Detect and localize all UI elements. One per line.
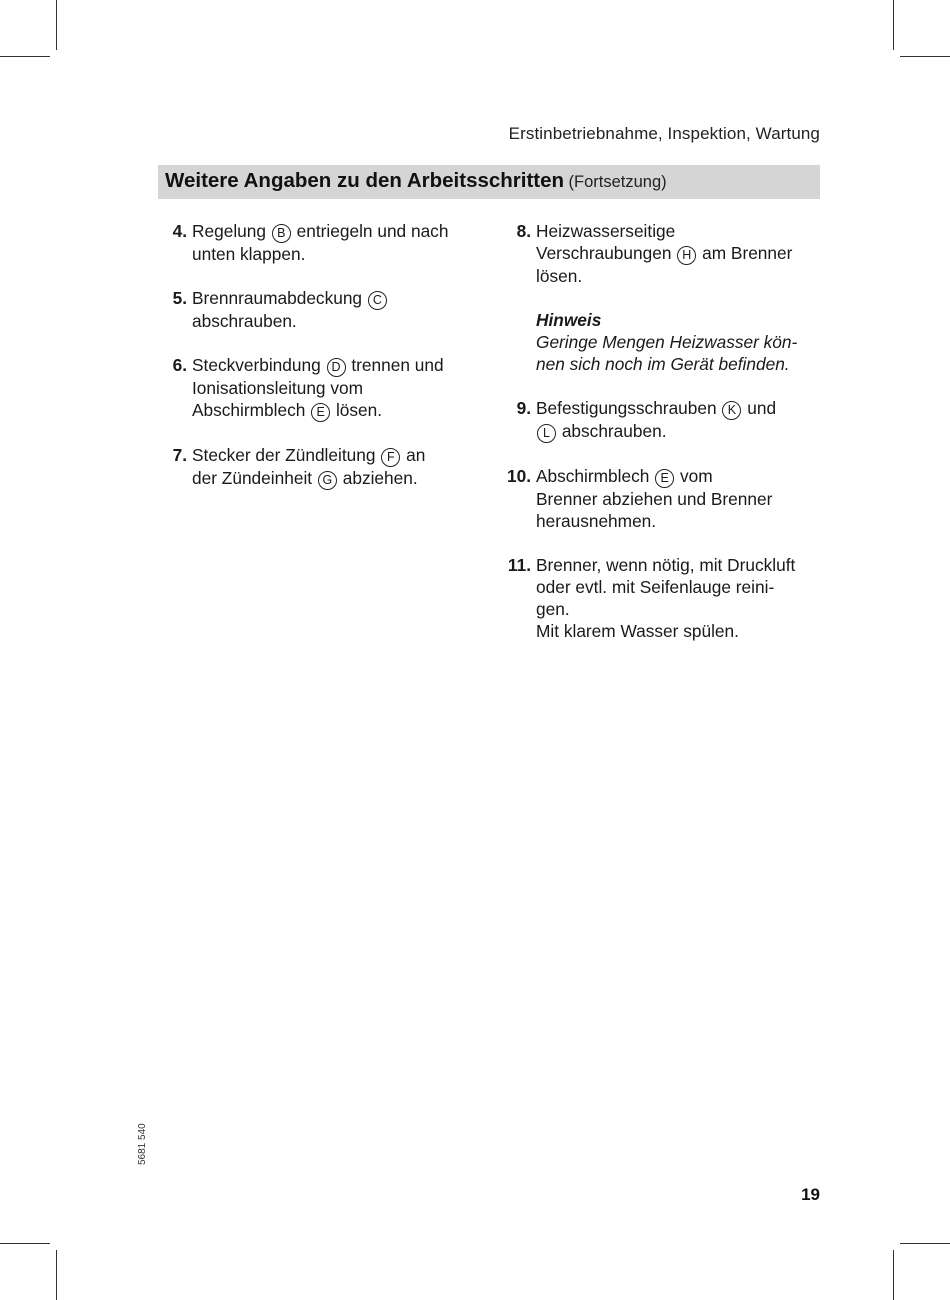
step-9	[500, 397, 830, 443]
step-text: Verschraubungen	[536, 243, 672, 263]
step-text: lösen.	[536, 266, 583, 286]
step-number: 7.	[172, 445, 187, 465]
step-5	[162, 287, 482, 332]
running-head: Erstinbetriebnahme, Inspektion, Wartung	[508, 124, 820, 143]
step-number: 4.	[172, 221, 187, 241]
step-text: und	[747, 398, 777, 418]
crop-mark	[56, 1250, 57, 1300]
callout-marker: D	[327, 358, 346, 377]
step-11	[500, 554, 830, 642]
step-4	[162, 220, 482, 265]
step-text: Brennraumabdeckung	[192, 288, 363, 308]
page-number: 19	[801, 1185, 820, 1204]
step-number: 11.	[507, 555, 531, 575]
callout-marker: H	[677, 246, 696, 265]
note-text: nen sich noch im Gerät befinden.	[536, 354, 790, 374]
step-text: Abschirmblech	[192, 400, 306, 420]
step-text: lösen.	[335, 400, 383, 420]
section-title-bar	[158, 165, 820, 199]
left-column	[162, 220, 482, 512]
step-text: Abschirmblech	[536, 466, 650, 486]
step-text: Brenner, wenn nötig, mit Druckluft	[536, 555, 796, 575]
right-column	[500, 220, 830, 664]
callout-marker: C	[368, 291, 387, 310]
callout-marker: E	[655, 469, 674, 488]
step-number: 5.	[172, 288, 187, 308]
crop-mark	[900, 1243, 950, 1244]
step-text: Stecker der Zündleitung	[192, 445, 376, 465]
step-text: entriegeln und nach	[296, 221, 449, 241]
crop-mark	[893, 0, 894, 50]
step-text: abziehen.	[342, 468, 418, 488]
step-text: vom	[679, 466, 713, 486]
callout-marker: E	[311, 403, 330, 422]
callout-marker: L	[537, 424, 556, 443]
step-number: 8.	[516, 221, 531, 241]
step-text: Befestigungsschrauben	[536, 398, 717, 418]
step-text: Steckverbindung	[192, 355, 321, 375]
step-text: herausnehmen.	[536, 511, 657, 531]
step-6	[162, 354, 482, 422]
note-title: Hinweis	[536, 310, 602, 330]
document-code: 5681 540	[137, 1123, 148, 1165]
step-number: 10.	[506, 466, 531, 486]
step-text: abschrauben.	[192, 311, 297, 331]
step-10	[500, 465, 830, 532]
callout-marker: K	[722, 401, 741, 420]
crop-mark	[0, 1243, 50, 1244]
step-7	[162, 444, 482, 490]
callout-marker: B	[272, 224, 291, 243]
step-text: am Brenner	[702, 243, 793, 263]
step-text: Mit klarem Wasser spülen.	[536, 621, 739, 641]
step-text: unten klappen.	[192, 244, 306, 264]
note-box	[536, 309, 830, 375]
callout-marker: F	[381, 448, 400, 467]
step-text: gen.	[536, 599, 570, 619]
crop-mark	[893, 1250, 894, 1300]
step-8	[500, 220, 830, 375]
step-text: der Zündeinheit	[192, 468, 313, 488]
step-text: Regelung	[192, 221, 266, 241]
step-text: Ionisationsleitung vom	[192, 378, 363, 398]
section-title: Weitere Angaben zu den Arbeitsschritten	[165, 169, 565, 192]
step-number: 6.	[172, 355, 187, 375]
callout-marker: G	[318, 471, 337, 490]
step-text: oder evtl. mit Seifenlauge reini-	[536, 577, 775, 597]
step-text: abschrauben.	[561, 421, 667, 441]
step-text: trennen und	[351, 355, 444, 375]
step-text: Heizwasserseitige	[536, 221, 676, 241]
crop-mark	[900, 56, 950, 57]
section-title-suffix: (Fortsetzung)	[568, 173, 667, 191]
crop-mark	[56, 0, 57, 50]
step-text: an	[406, 445, 426, 465]
step-text: Brenner abziehen und Brenner	[536, 489, 773, 509]
step-number: 9.	[516, 398, 531, 418]
note-text: Geringe Mengen Heizwasser kön-	[536, 332, 798, 352]
crop-mark	[0, 56, 50, 57]
